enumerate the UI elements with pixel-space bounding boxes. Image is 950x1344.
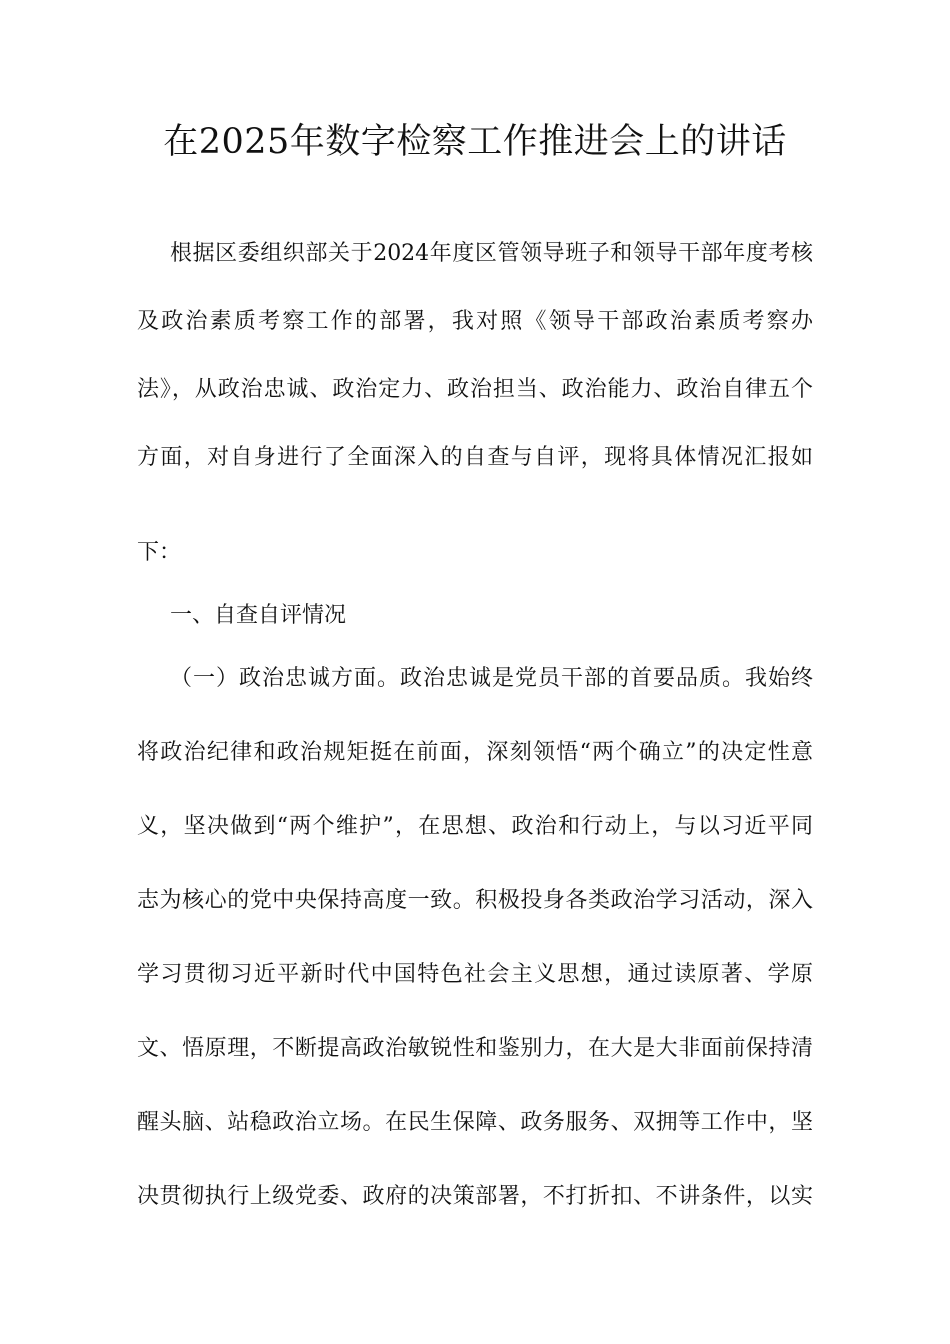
paragraph-line: 及政治素质考察工作的部署，我对照《领导干部政治素质考察办 <box>137 309 813 334</box>
paragraph-line: 将政治纪律和政治规矩挺在前面，深刻领悟“两个确立”的决定性意 <box>137 740 813 765</box>
paragraph-line: 根据区委组织部关于2024年度区管领导班子和领导干部年度考核 <box>170 241 813 266</box>
paragraph-line: 决贯彻执行上级党委、政府的决策部署，不打折扣、不讲条件，以实 <box>137 1184 813 1209</box>
section-heading: 一、自查自评情况 <box>170 603 347 628</box>
document-title: 在2025年数字检察工作推进会上的讲话 <box>163 122 787 162</box>
paragraph-line: 义，坚决做到“两个维护”，在思想、政治和行动上，与以习近平同 <box>137 814 813 839</box>
paragraph-line: （一）政治忠诚方面。政治忠诚是党员干部的首要品质。我始终 <box>170 666 813 691</box>
paragraph-line: 学习贯彻习近平新时代中国特色社会主义思想，通过读原著、学原 <box>137 962 813 987</box>
paragraph-line: 文、悟原理，不断提高政治敏锐性和鉴别力，在大是大非面前保持清 <box>137 1036 813 1061</box>
paragraph-line: 志为核心的党中央保持高度一致。积极投身各类政治学习活动，深入 <box>137 888 813 913</box>
paragraph-line: 下： <box>137 540 182 565</box>
paragraph-line: 醒头脑、站稳政治立场。在民生保障、政务服务、双拥等工作中，坚 <box>137 1110 813 1135</box>
paragraph-line: 法》，从政治忠诚、政治定力、政治担当、政治能力、政治自律五个 <box>137 377 813 402</box>
paragraph-line: 方面，对自身进行了全面深入的自查与自评，现将具体情况汇报如 <box>137 445 813 470</box>
